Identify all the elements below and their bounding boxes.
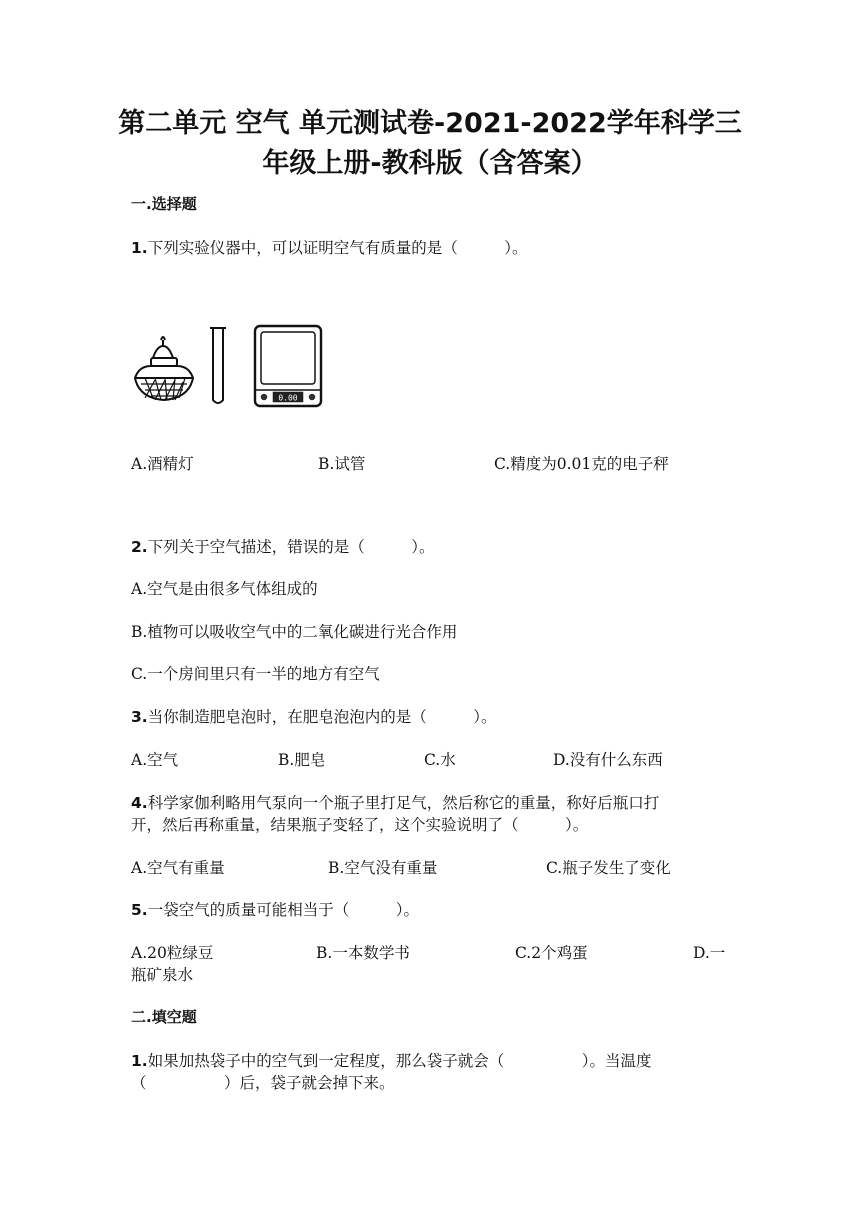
fill-question-1 — [131, 1049, 651, 1071]
q5-option-c: C.2个鸡蛋 — [515, 944, 588, 962]
question-text: 当你制造肥皂泡时，在肥皂泡泡内的是（ ）。 — [147, 708, 497, 726]
alcohol-lamp-icon — [135, 337, 193, 400]
section-heading-choice: 一.选择题 — [131, 195, 197, 213]
q5-option-b: B.一本数学书 — [316, 944, 410, 962]
q1-figures — [131, 322, 331, 410]
question-text-line-1: 如果加热袋子中的空气到一定程度，那么袋子就会（ ）。当温度 — [147, 1052, 652, 1070]
test-tube-icon — [210, 328, 226, 403]
question-number: 2. — [131, 538, 148, 556]
document-title — [100, 104, 760, 184]
question-3 — [131, 705, 496, 727]
q3-option-d: D.没有什么东西 — [553, 751, 663, 769]
title-line-2: 年级上册-教科版（含答案） — [262, 148, 598, 179]
q5-option-a: A.20粒绿豆 — [131, 944, 214, 962]
question-5 — [131, 898, 419, 920]
question-number: 3. — [131, 708, 148, 726]
q4-option-a: A.空气有重量 — [131, 859, 225, 877]
q4-option-c: C.瓶子发生了变化 — [546, 859, 671, 877]
q1-option-b: B.试管 — [318, 455, 366, 473]
section-heading-fill: 二.填空题 — [131, 1008, 197, 1026]
question-2 — [131, 535, 434, 557]
q3-option-c: C.水 — [424, 751, 456, 769]
question-number: 4. — [131, 794, 148, 812]
question-text-line-1: 科学家伽利略用气泵向一个瓶子里打足气，然后称它的重量，称好后瓶口打 — [147, 794, 660, 812]
question-1 — [131, 236, 527, 258]
title-line-1: 第二单元 空气 单元测试卷-2021-2022学年科学三 — [118, 108, 742, 139]
question-4 — [131, 791, 659, 813]
q2-option-c: C.一个房间里只有一半的地方有空气 — [131, 665, 380, 683]
q1-option-a: A.酒精灯 — [131, 455, 194, 473]
fill-question-1-line-2: （ ）后，袋子就会掉下来。 — [131, 1074, 395, 1092]
question-text: 下列关于空气描述，错误的是（ ）。 — [147, 538, 435, 556]
question-4-line-2: 开，然后再称重量，结果瓶子变轻了，这个实验说明了（ ）。 — [131, 816, 589, 834]
q5-option-d: D.一 — [693, 944, 726, 962]
question-text: 下列实验仪器中，可以证明空气有质量的是（ ）。 — [147, 239, 528, 257]
question-text: 一袋空气的质量可能相当于（ ）。 — [147, 901, 419, 919]
q2-option-b: B.植物可以吸收空气中的二氧化碳进行光合作用 — [131, 623, 458, 641]
q4-option-b: B.空气没有重量 — [328, 859, 438, 877]
q1-option-c: C.精度为0.01克的电子秤 — [494, 455, 669, 473]
electronic-scale-icon — [255, 326, 321, 406]
q5-option-d-continued: 瓶矿泉水 — [131, 966, 194, 984]
question-number: 5. — [131, 901, 148, 919]
question-number: 1. — [131, 1052, 148, 1070]
scale-display: 0.00 — [278, 393, 298, 403]
q3-option-b: B.肥皂 — [278, 751, 326, 769]
q3-option-a: A.空气 — [131, 751, 179, 769]
q2-option-a: A.空气是由很多气体组成的 — [131, 580, 318, 598]
question-number: 1. — [131, 239, 148, 257]
